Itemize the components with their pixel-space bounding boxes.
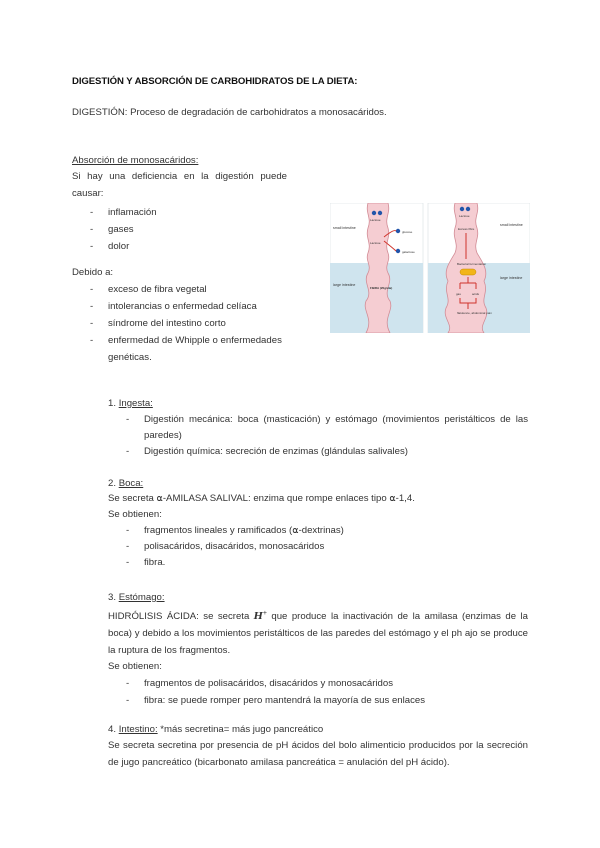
section-boca: [108, 476, 528, 571]
section-heading: Estómago:: [118, 592, 165, 603]
molecule-dot: [372, 211, 376, 215]
intestine-figure: [330, 203, 530, 333]
text-span: HIDRÓLISIS ÁCIDA: se secreta: [108, 611, 254, 623]
list-item: - fibra.: [108, 555, 528, 571]
estomago-paragraph: [108, 605, 528, 659]
list-item: - fibra: se puede romper pero mantendrá la mayoría de sus enlaces: [108, 692, 528, 709]
section-estomago: [108, 590, 528, 709]
alpha-symbol: ⍺: [292, 525, 299, 536]
intestine-diagram: [330, 203, 530, 333]
text-span: -1,4.: [395, 493, 415, 504]
lactose-label: Lactose: [370, 218, 381, 222]
list-item: - enfermedad de Whipple o enfermedades genéticas.: [72, 332, 312, 366]
list-item: - Digestión química: secreción de enzimas (glándulas salivales): [108, 444, 528, 460]
list-item: - gases: [72, 221, 287, 238]
obtienen-label: Se obtienen:: [108, 661, 162, 673]
absorcion-heading: Absorción de monosacáridos:: [72, 155, 199, 166]
excess-fibre-label: Excess fibre: [458, 227, 475, 231]
section-heading: Intestino:: [118, 724, 158, 735]
list-item: - inflamación: [72, 204, 287, 221]
lactose-label: Lactose: [459, 214, 470, 218]
acids-label: acids: [472, 292, 480, 296]
intestino-paragraph: Se secreta secretina por presencia de pH ácidos del bolo alimenticio producidos por la secreción de jugo pancreático (bicarbonato amilasa pancreática = anulación del pH ácido).: [108, 740, 528, 768]
symptom-list: [72, 204, 287, 255]
section-number: 2.: [108, 478, 117, 489]
glucose-dot: [396, 229, 400, 233]
left-intestine-shape: [365, 203, 391, 333]
bacteria-icon: [460, 269, 476, 275]
section-number: 3.: [108, 592, 117, 603]
section-heading: Ingesta:: [118, 398, 153, 409]
estomago-list: [108, 675, 528, 709]
digestion-definition: DIGESTIÓN: Proceso de degradación de carbohidratos a monosacáridos.: [72, 107, 387, 118]
list-item: - fragmentos de polisacáridos, disacáridos y monosacáridos: [108, 675, 528, 692]
galactose-label: galactose: [402, 250, 415, 254]
bacterial-label: Bacterial fermentation: [457, 262, 487, 266]
molecule-dot: [466, 207, 470, 211]
section-intestino: [108, 722, 528, 771]
molecule-dot: [460, 207, 464, 211]
lactose-label: Lactose: [370, 241, 381, 245]
text-span: -dextrinas): [298, 525, 344, 536]
list-item: - polisacáridos, disacáridos, monosacáridos: [108, 539, 528, 555]
plus-superscript: +: [262, 610, 267, 617]
section-number: 1.: [108, 398, 117, 409]
left-small-label: small intestine: [333, 226, 356, 230]
text-span: -AMILASA SALIVAL: enzima que rompe enlaces tipo: [162, 493, 390, 504]
section-heading: Boca:: [118, 478, 144, 489]
page-title: DIGESTIÓN Y ABSORCIÓN DE CARBOHIDRATOS DE LA DIETA:: [72, 76, 358, 87]
gas-label: gas: [456, 292, 461, 296]
alpha-symbol: ⍺: [156, 493, 163, 504]
list-item: - intolerancias o enfermedad celíaca: [72, 298, 312, 315]
right-large-label: large intestine: [500, 276, 523, 280]
debido-section: [72, 265, 312, 366]
text-span: que produce la inactivación de la amilasa (enzimas de la boca) y debido a los movimientos peristálticos de las paredes del estómago y el ph ajo se produce la ruptura de los fragmentos.: [108, 611, 528, 657]
right-small-label: small intestine: [500, 223, 523, 227]
section-ingesta: [108, 396, 528, 460]
cause-list: [72, 281, 312, 366]
glucose-label: glucose: [402, 230, 413, 234]
absorcion-section: [72, 153, 287, 255]
fibra-label: FIBRA (20g/día): [370, 286, 393, 290]
left-large-label: large intestine: [333, 283, 356, 287]
absorcion-intro: Si hay una deficiencia en la digestión puede causar:: [72, 171, 287, 199]
list-item: - síndrome del intestino corto: [72, 315, 312, 332]
debido-heading: Debido a:: [72, 267, 114, 278]
text-span: fragmentos lineales y ramificados (: [144, 525, 293, 536]
molecule-dot: [378, 211, 382, 215]
intestino-note: *más secretina= más jugo pancreático: [157, 724, 324, 735]
list-item: - exceso de fibra vegetal: [72, 281, 312, 298]
flatulence-label: flatulence, abdominal pain: [457, 311, 492, 315]
ingesta-list: [108, 412, 528, 460]
list-item: - dolor: [72, 238, 287, 255]
list-item: [108, 523, 528, 539]
boca-line: [108, 491, 528, 507]
obtienen-label: Se obtienen:: [108, 509, 162, 520]
text-span: Se secreta: [108, 493, 157, 504]
boca-list: [108, 523, 528, 571]
galactose-dot: [396, 249, 400, 253]
list-item: - Digestión mecánica: boca (masticación) y estómago (movimientos peristálticos de las paredes): [108, 412, 528, 444]
section-number: 4.: [108, 724, 117, 735]
h-symbol: H: [253, 611, 263, 623]
alpha-symbol: ⍺: [389, 493, 396, 504]
